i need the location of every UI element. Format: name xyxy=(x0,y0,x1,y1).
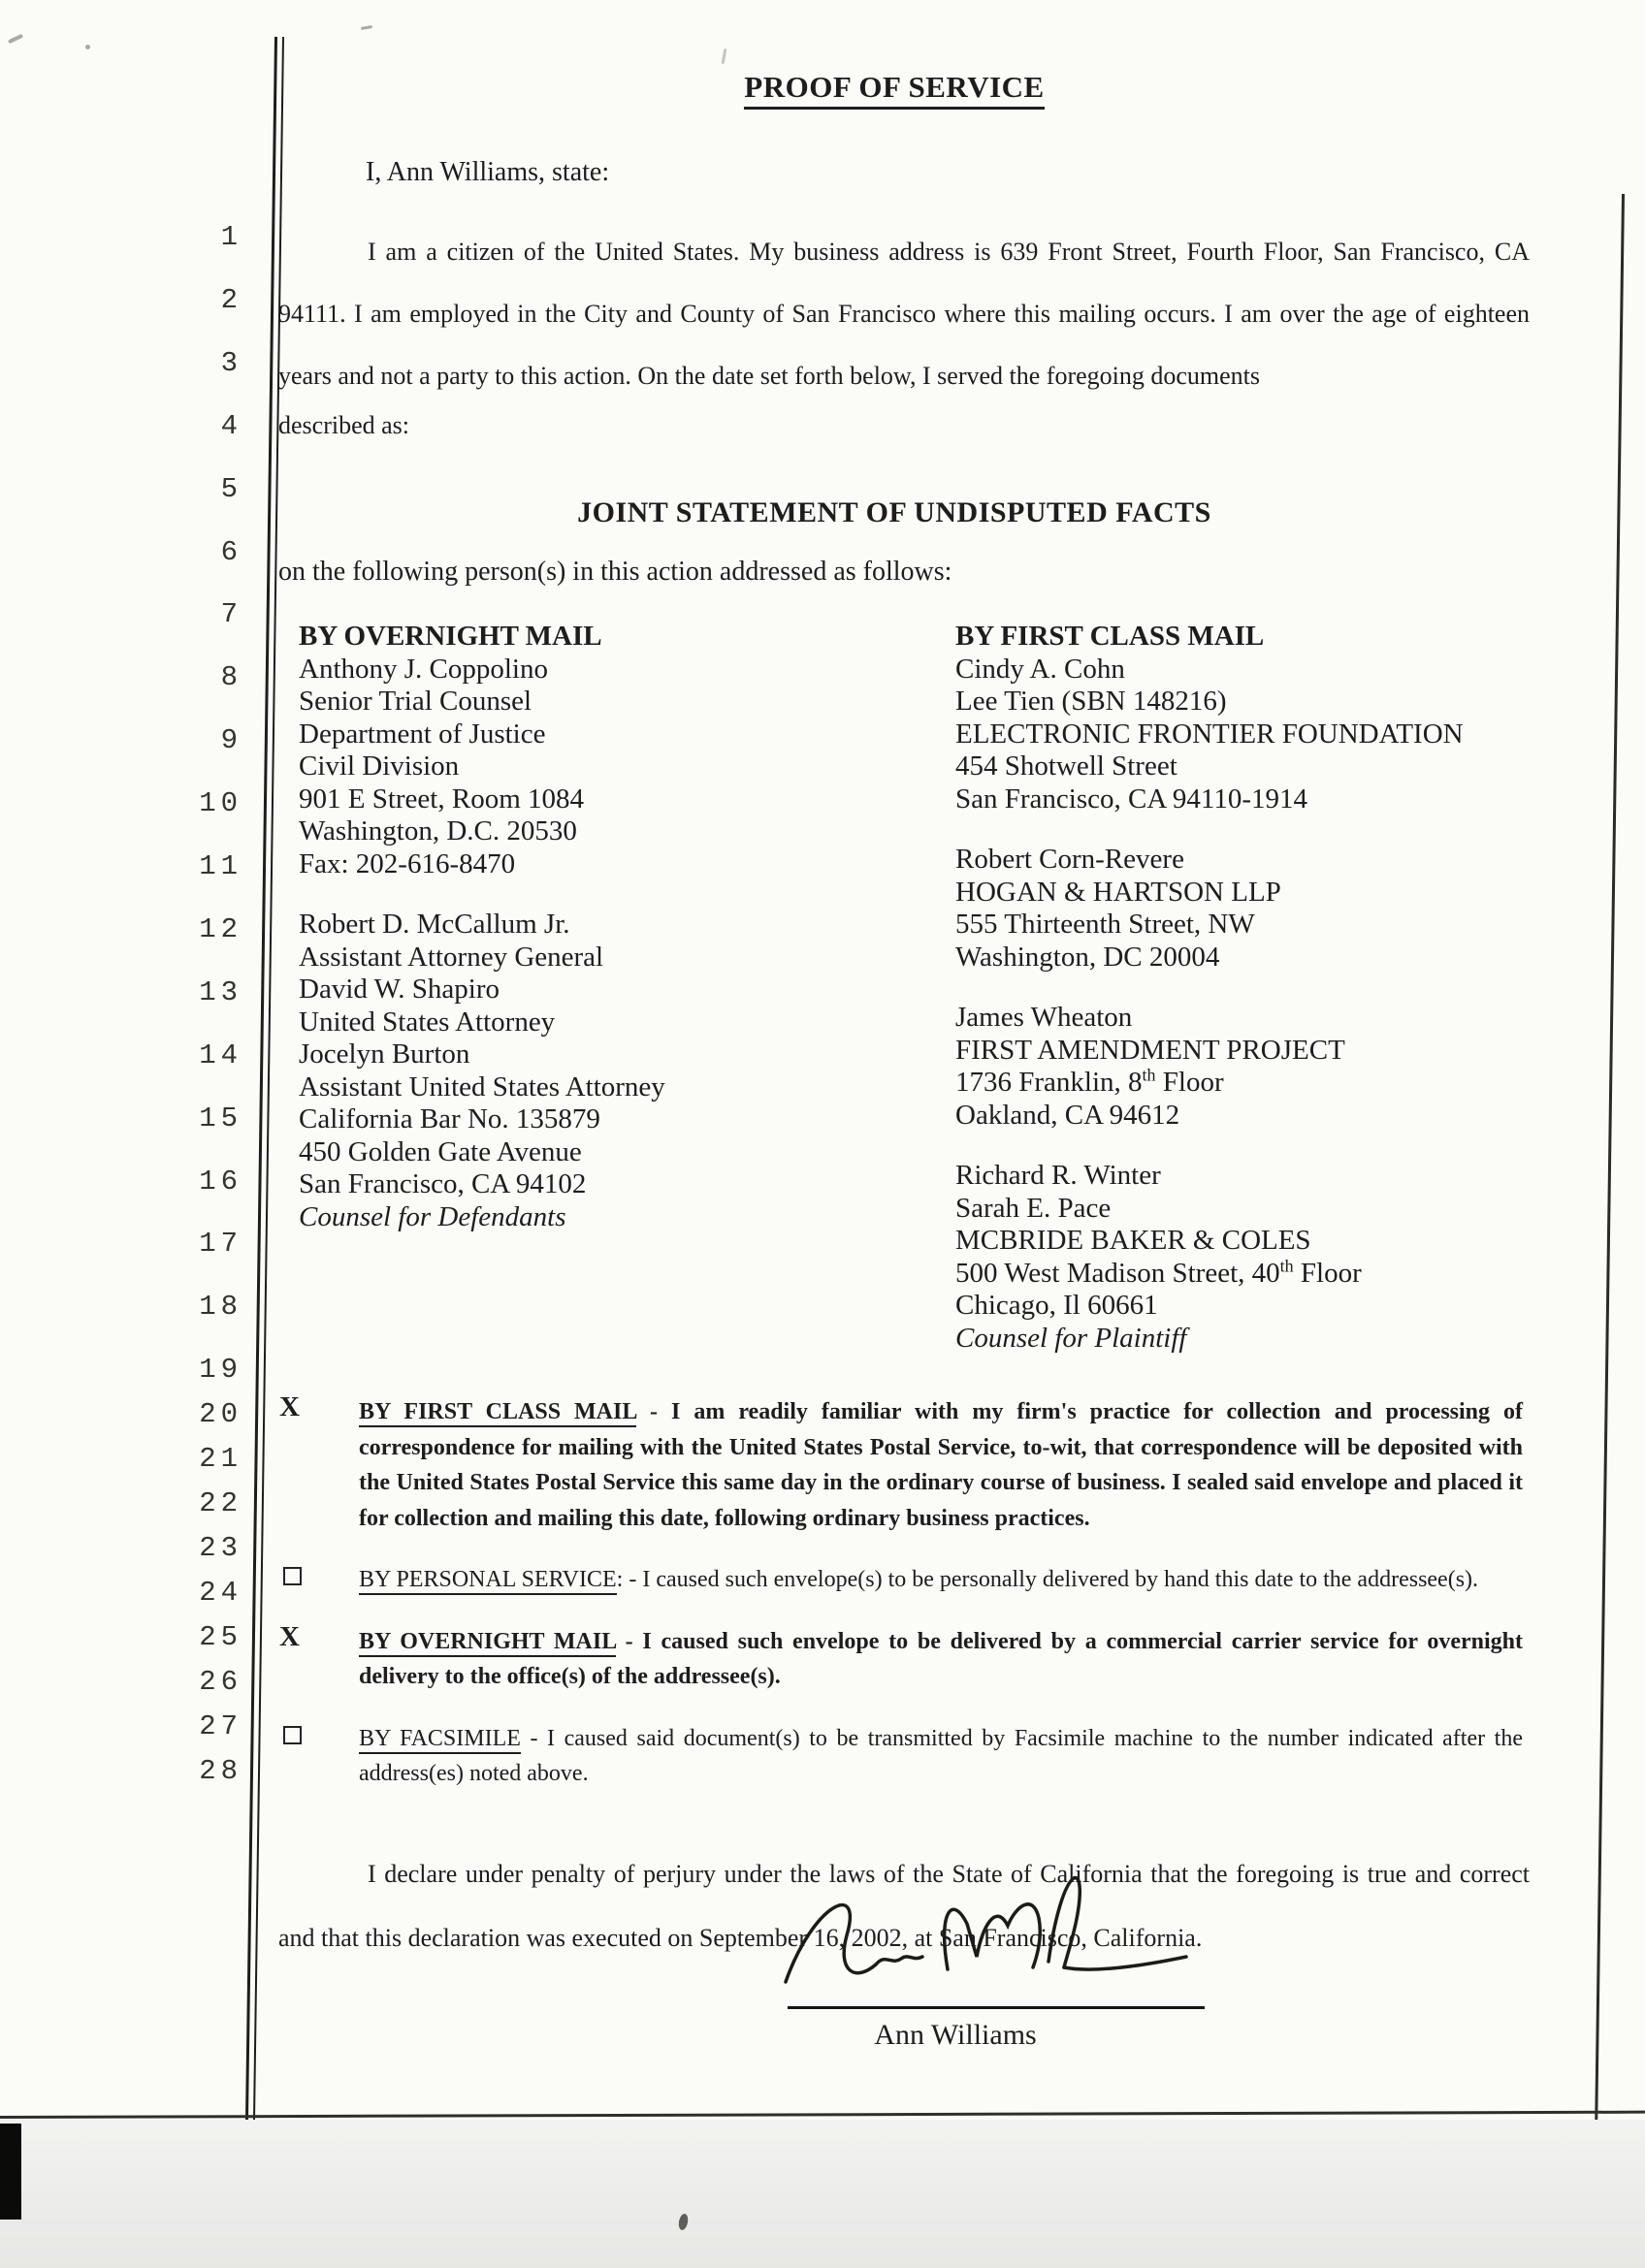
line-number: 27 xyxy=(199,1710,242,1742)
address-line: Robert Corn-Revere xyxy=(955,844,1184,875)
scan-speck xyxy=(85,45,90,49)
address-line: MCBRIDE BAKER & COLES xyxy=(955,1225,1311,1256)
line-number: 14 xyxy=(199,1038,242,1071)
address-line: Department of Justice xyxy=(299,718,546,750)
address-line: San Francisco, CA 94110-1914 xyxy=(955,783,1308,815)
address-line: Fax: 202-616-8470 xyxy=(299,847,516,879)
line-number: 15 xyxy=(199,1102,242,1134)
service-method-label: BY PERSONAL SERVICE xyxy=(359,1567,617,1595)
address-line: Assistant United States Attorney xyxy=(299,1070,665,1102)
address-block xyxy=(299,909,900,1233)
address-line: Lee Tien (SBN 148216) xyxy=(955,686,1227,717)
signature-line xyxy=(788,2006,1205,2009)
service-method-text: BY FIRST CLASS MAIL - I am readily familiar with my firm's practice for collection and processing of correspondence for mailing with the United States Postal Service, to-wit, that correspondence will be deposited with the United States Postal Service this same day in the ordinary course of business. I sealed said envelope and placed it for collection and mailing this date, following ordinary business practices. xyxy=(359,1399,1523,1531)
address-line: 901 E Street, Room 1084 xyxy=(299,783,585,815)
empty-checkbox xyxy=(283,1567,302,1585)
address-line: Counsel for Defendants xyxy=(299,1200,566,1232)
service-method-list xyxy=(274,1391,1523,1818)
address-line: Assistant Attorney General xyxy=(299,941,604,973)
address-block xyxy=(955,621,1557,815)
address-block xyxy=(955,844,1557,974)
service-method-row xyxy=(274,1562,1523,1598)
line-number: 4 xyxy=(220,409,242,442)
line-number: 9 xyxy=(220,724,242,757)
scan-speck xyxy=(722,48,727,64)
address-line: Sarah E. Pace xyxy=(955,1192,1112,1224)
service-method-text: BY PERSONAL SERVICE: - I caused such envelope(s) to be personally delivered by hand this date to the addressee(s). xyxy=(359,1562,1523,1598)
address-block xyxy=(955,1002,1557,1132)
line-number: 11 xyxy=(199,850,242,882)
address-line: Richard R. Winter xyxy=(955,1160,1161,1191)
scan-speck xyxy=(8,34,23,44)
address-line: Cindy A. Cohn xyxy=(955,653,1125,685)
x-mark: X xyxy=(279,1391,300,1422)
scan-corner-band xyxy=(0,2124,21,2220)
address-column-right xyxy=(955,621,1557,1383)
service-category-heading: BY FIRST CLASS MAIL xyxy=(955,621,1265,652)
service-method-label: BY FIRST CLASS MAIL xyxy=(359,1399,636,1427)
service-method-label: BY OVERNIGHT MAIL xyxy=(359,1629,616,1657)
line-number: 28 xyxy=(199,1755,242,1787)
line-number: 1 xyxy=(220,221,242,253)
address-line: 450 Golden Gate Avenue xyxy=(299,1135,582,1167)
address-line: 555 Thirteenth Street, NW xyxy=(955,909,1255,940)
address-line: FIRST AMENDMENT PROJECT xyxy=(955,1034,1345,1066)
perjury-declaration-paragraph: I declare under penalty of perjury under the laws of the State of California that the foregoing is true and correct and that this declaration was executed on September 16, 2002, at San Francisco, California. xyxy=(278,1860,1530,1952)
address-line: United States Attorney xyxy=(299,1006,556,1038)
address-column-left xyxy=(299,621,900,1262)
address-line: Counsel for Plaintiff xyxy=(955,1322,1187,1354)
empty-checkbox xyxy=(283,1726,302,1744)
title-row xyxy=(274,70,1515,105)
line-number: 13 xyxy=(199,975,242,1008)
scan-speck xyxy=(361,25,372,30)
line-number: 8 xyxy=(220,661,242,694)
address-line: Washington, D.C. 20530 xyxy=(299,815,577,847)
addressees-lead-in-line: on the following person(s) in this action addressed as follows: xyxy=(278,557,952,587)
address-line: Jocelyn Burton xyxy=(299,1038,470,1070)
line-number: 2 xyxy=(220,283,242,316)
page-title: PROOF OF SERVICE xyxy=(744,70,1044,110)
address-line: Civil Division xyxy=(299,751,460,782)
service-method-row xyxy=(274,1391,1523,1536)
line-number: 5 xyxy=(220,472,242,505)
address-line: 1736 Franklin, 8th Floor xyxy=(955,1065,1224,1098)
x-mark: X xyxy=(279,1620,300,1652)
line-number: 20 xyxy=(199,1398,242,1430)
address-line: James Wheaton xyxy=(955,1002,1133,1033)
line-number: 3 xyxy=(220,346,242,379)
service-method-label: BY FACSIMILE xyxy=(359,1726,521,1754)
line-number: 25 xyxy=(199,1621,242,1653)
line-number: 16 xyxy=(199,1165,242,1198)
signature-printed-name: Ann Williams xyxy=(874,2019,1037,2051)
line-number: 12 xyxy=(199,912,242,945)
service-method-text: BY OVERNIGHT MAIL - I caused such envelope to be delivered by a commercial carrier service for overnight delivery to the office(s) of the addressee(s). xyxy=(359,1628,1523,1689)
served-document-title: JOINT STATEMENT OF UNDISPUTED FACTS xyxy=(577,496,1211,528)
address-line: 454 Shotwell Street xyxy=(955,751,1177,782)
service-method-text: BY FACSIMILE - I caused said document(s) to be transmitted by Facsimile machine to the number indicated after the address(es) noted above. xyxy=(359,1725,1523,1786)
handwritten-signature xyxy=(757,1864,1222,2019)
line-number: 21 xyxy=(199,1443,242,1475)
address-block xyxy=(955,1160,1557,1355)
service-method-row xyxy=(274,1620,1523,1695)
line-number: 10 xyxy=(199,787,242,820)
line-number: 22 xyxy=(199,1487,242,1519)
address-line: 500 West Madison Street, 40th Floor xyxy=(955,1255,1362,1289)
line-number: 7 xyxy=(220,598,242,631)
address-line: Oakland, CA 94612 xyxy=(955,1099,1180,1131)
address-line: ELECTRONIC FRONTIER FOUNDATION xyxy=(955,718,1464,750)
address-line: Anthony J. Coppolino xyxy=(299,653,548,685)
address-line: HOGAN & HARTSON LLP xyxy=(955,876,1281,908)
right-margin-rule xyxy=(1595,194,1624,2122)
scan-bottom-strip xyxy=(0,2120,1645,2268)
address-line: Robert D. McCallum Jr. xyxy=(299,909,570,940)
line-number: 26 xyxy=(199,1666,242,1698)
declarant-intro-line: I, Ann Williams, state: xyxy=(366,157,610,187)
address-line: San Francisco, CA 94102 xyxy=(299,1168,587,1199)
line-number: 18 xyxy=(199,1291,242,1324)
line-number: 19 xyxy=(199,1354,242,1387)
address-line: Chicago, Il 60661 xyxy=(955,1290,1158,1321)
line-number: 24 xyxy=(199,1577,242,1609)
address-line: California Bar No. 135879 xyxy=(299,1103,600,1134)
address-line: Senior Trial Counsel xyxy=(299,686,532,717)
line-number: 23 xyxy=(199,1532,242,1564)
address-line: David W. Shapiro xyxy=(299,974,500,1005)
address-line: Washington, DC 20004 xyxy=(955,941,1220,973)
described-as-line: described as: xyxy=(278,411,410,439)
service-category-heading: BY OVERNIGHT MAIL xyxy=(299,621,602,652)
line-number: 6 xyxy=(220,535,242,568)
line-number: 17 xyxy=(199,1228,242,1261)
citizenship-paragraph: I am a citizen of the United States. My business address is 639 Front Street, Fourth Floor, San Francisco, CA 94111. I am employed in the City and County of San Francisco where this mailing occurs. I am over the age of eighteen years and not a party to this action. On the date set forth below, I served the foregoing documents xyxy=(278,238,1530,390)
address-block xyxy=(299,621,900,880)
service-method-row xyxy=(274,1721,1523,1792)
